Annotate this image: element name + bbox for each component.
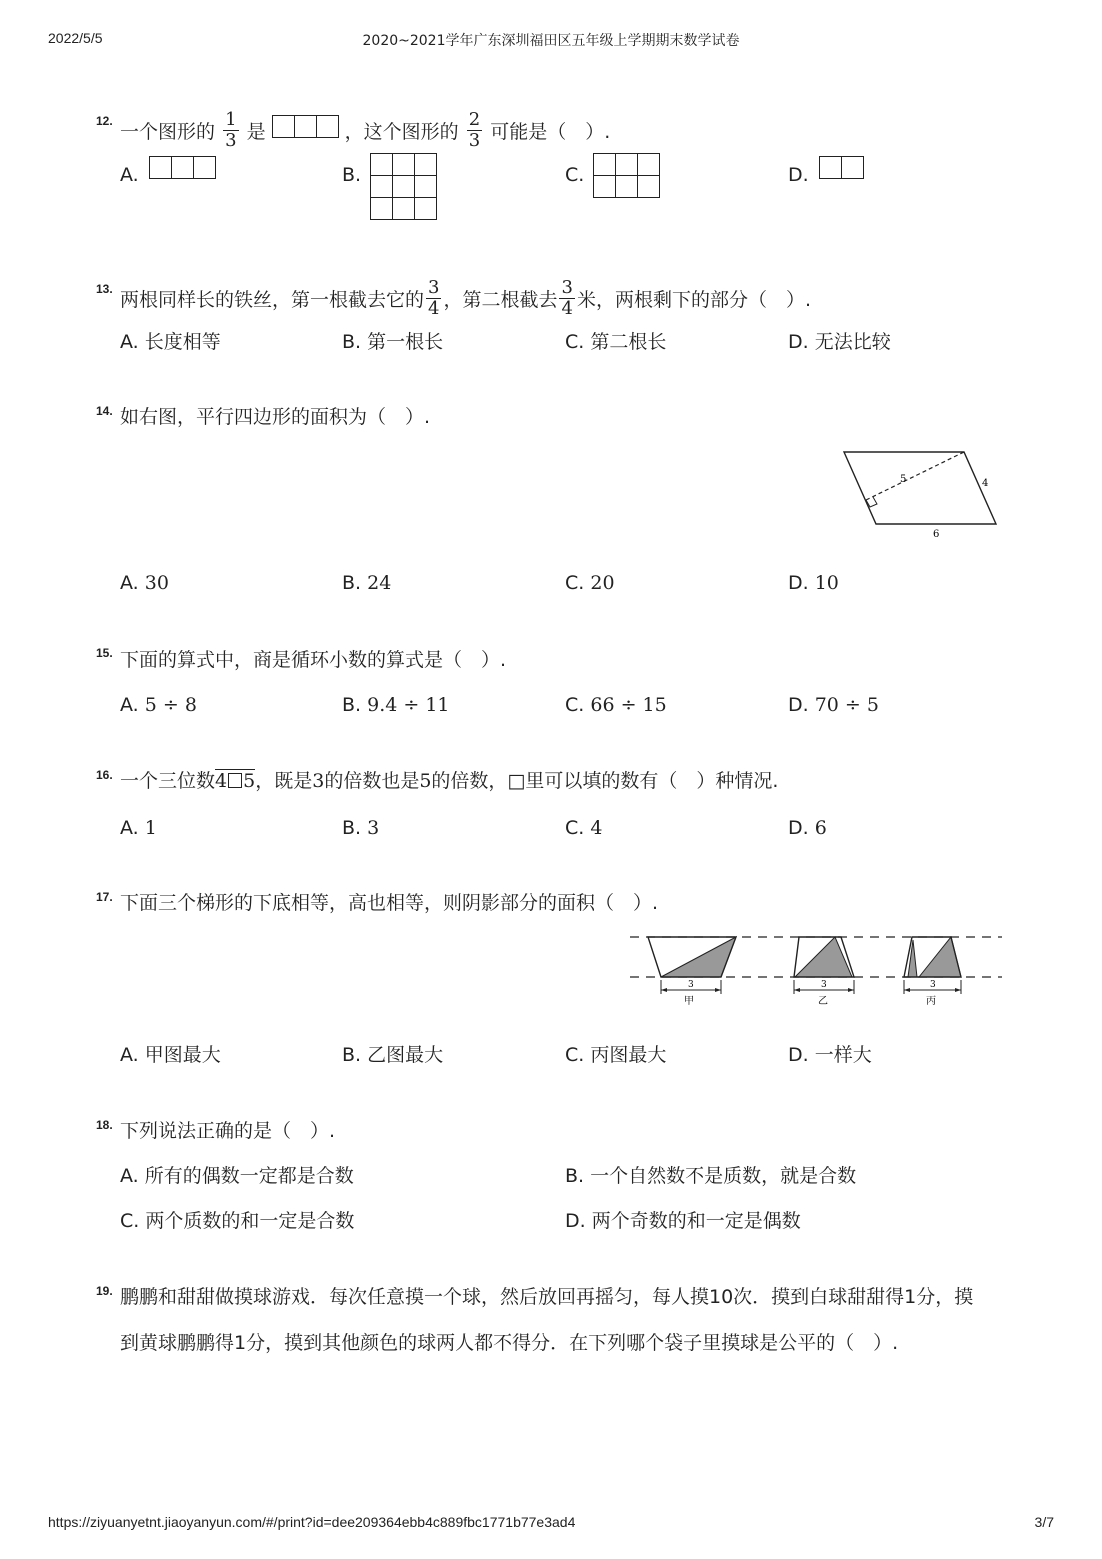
option-b[interactable]: B. 乙图最大: [342, 1044, 444, 1066]
option-d[interactable]: D. 70 ÷ 5: [788, 694, 879, 716]
stem-line: 鹏鹏和甜甜做摸球游戏．每次任意摸一个球，然后放回再摇匀，每人摸10次．摸到白球甜甜得1分，摸: [120, 1286, 974, 1308]
three-square-strip: [272, 115, 339, 138]
option-c[interactable]: C.: [565, 164, 585, 186]
stem-text: 一个图形的: [120, 121, 216, 143]
option-b[interactable]: B. 3: [342, 817, 380, 839]
stem-text: 可能是（ ）.: [490, 121, 611, 143]
stem-text: 是: [246, 121, 266, 143]
stem-line: 到黄球鹏鹏得1分，摸到其他颜色的球两人都不得分．在下列哪个袋子里摸球是公平的（ ）.: [120, 1332, 899, 1354]
side-label: 4: [982, 478, 989, 489]
question-number: 15.: [96, 646, 113, 660]
option-b[interactable]: B. 9.4 ÷ 11: [342, 694, 450, 716]
option-a[interactable]: A. 所有的偶数一定都是合数: [120, 1165, 354, 1187]
fraction: $\frac{3}{4}$: [561, 277, 573, 319]
footer-page-number: 3/7: [1034, 1514, 1054, 1530]
option-d[interactable]: D. 6: [788, 817, 827, 839]
option-b-figure: [370, 153, 437, 220]
footer-url: https://ziyuanyetnt.jiaoyanyun.com/#/print?id=dee209364ebb4c889fbc1771b77e3ad4: [48, 1514, 576, 1530]
trapezoids-figure: [626, 926, 1006, 1016]
dimension-label: 3: [821, 980, 827, 990]
option-a[interactable]: A. 5 ÷ 8: [120, 694, 197, 716]
option-c[interactable]: C. 66 ÷ 15: [565, 694, 667, 716]
fraction: $\frac{1}{3}$: [225, 109, 237, 151]
option-d[interactable]: D. 两个奇数的和一定是偶数: [565, 1210, 801, 1232]
three-digit-number: 4 5: [215, 770, 256, 792]
figure-name: 丙: [926, 996, 936, 1007]
question-18-stem: 下列说法正确的是（ ）.: [120, 1120, 336, 1142]
question-number: 16.: [96, 768, 113, 782]
question-number: 14.: [96, 404, 113, 418]
header-title: 2020~2021学年广东深圳福田区五年级上学期期末数学试卷: [362, 33, 740, 49]
question-number: 19.: [96, 1284, 113, 1298]
base-label: 6: [933, 529, 940, 540]
option-d[interactable]: D. 10: [788, 572, 839, 594]
option-a[interactable]: A. 1: [120, 817, 157, 839]
height-label: 5: [900, 474, 907, 485]
question-number: 18.: [96, 1118, 113, 1132]
option-a[interactable]: A. 30: [120, 572, 169, 594]
figure-name: 甲: [684, 996, 694, 1007]
option-b[interactable]: B.: [342, 164, 362, 186]
option-b[interactable]: B. 24: [342, 572, 392, 594]
blank-box-icon: [228, 773, 242, 788]
option-d[interactable]: D. 无法比较: [788, 331, 891, 353]
dimension-label: 3: [930, 980, 936, 990]
option-c-figure: [593, 153, 660, 198]
question-16-stem: 一个三位数4 5，既是3的倍数也是5的倍数，□里可以填的数有（ ）种情况.: [120, 770, 779, 792]
option-a[interactable]: A. 长度相等: [120, 331, 221, 353]
option-d[interactable]: D. 一样大: [788, 1044, 872, 1066]
dimension-label: 3: [688, 980, 694, 990]
question-number: 13.: [96, 282, 113, 296]
stem-text: ，这个图形的: [344, 121, 459, 143]
option-b[interactable]: B. 一个自然数不是质数，就是合数: [565, 1165, 857, 1187]
question-14-stem: 如右图，平行四边形的面积为（ ）.: [120, 406, 431, 428]
question-13-stem: 两根同样长的铁丝，第一根截去它的 $\frac{3}{4}$ ，第二根截去 $\frac{3}{4}$ 米，两根剩下的部分（ ）.: [120, 277, 811, 319]
question-12-stem: [120, 109, 611, 153]
figure-name: 乙: [818, 996, 828, 1007]
question-15-stem: 下面的算式中，商是循环小数的算式是（ ）.: [120, 649, 507, 671]
option-d[interactable]: D.: [788, 162, 864, 188]
option-d-figure: [819, 156, 864, 179]
header-date: 2022/5/5: [48, 30, 103, 46]
fraction: $\frac{3}{4}$: [428, 277, 440, 319]
parallelogram-figure: [836, 446, 1006, 546]
option-c[interactable]: C. 丙图最大: [565, 1044, 667, 1066]
option-c[interactable]: C. 两个质数的和一定是合数: [120, 1210, 355, 1232]
option-a-figure: [149, 156, 216, 179]
question-19-stem: [120, 1274, 1020, 1366]
question-number: 17.: [96, 890, 113, 904]
option-c[interactable]: C. 第二根长: [565, 331, 667, 353]
question-17-stem: 下面三个梯形的下底相等，高也相等，则阴影部分的面积（ ）.: [120, 892, 659, 914]
option-a[interactable]: A. 甲图最大: [120, 1044, 221, 1066]
option-a[interactable]: A.: [120, 162, 216, 188]
fraction: $\frac{2}{3}$: [468, 109, 481, 151]
question-number: 12.: [96, 114, 113, 128]
option-c[interactable]: C. 4: [565, 817, 603, 839]
option-c[interactable]: C. 20: [565, 572, 615, 594]
option-b[interactable]: B. 第一根长: [342, 331, 444, 353]
